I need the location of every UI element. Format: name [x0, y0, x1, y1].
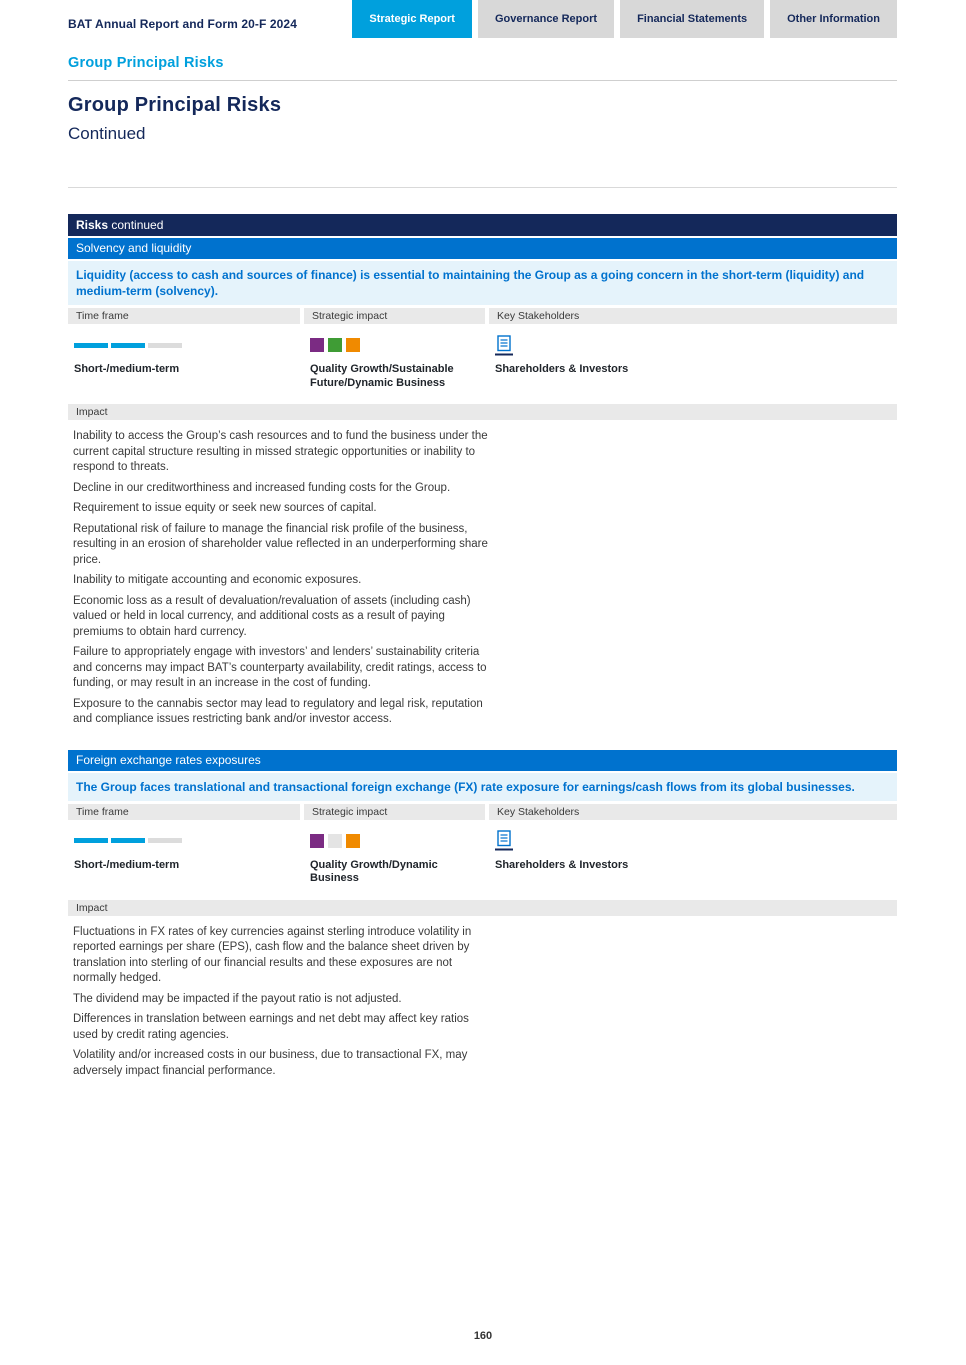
time-frame-segments — [74, 343, 182, 348]
impact-paragraph: The dividend may be impacted if the payout ratio is not adjusted. — [73, 992, 402, 1005]
strategic-impact-header: Strategic impact — [304, 308, 485, 324]
impact-paragraph: Volatility and/or increased costs in our business, due to transactional FX, may adversely impact financial performance. — [73, 1049, 468, 1077]
time-frame-segments — [74, 838, 182, 843]
risk-summary: Liquidity (access to cash and sources of finance) is essential to maintaining the Group as a going concern in the short-term (liquidity) and medium-term (solvency). — [68, 261, 897, 305]
impact-paragraph: Differences in translation between earnings and net debt may affect key ratios used by credit rating agencies. — [73, 1013, 469, 1041]
swatch-sustainable-future — [328, 338, 342, 352]
breadcrumb-row — [68, 55, 897, 81]
attribute-headers — [68, 804, 897, 820]
impact-paragraph: Exposure to the cannabis sector may lead to regulatory and legal risk, reputation and compliance issues restricting bank and/or investor access. — [73, 697, 483, 725]
time-frame-indicator — [74, 333, 300, 357]
swatch-dynamic-business — [346, 834, 360, 848]
strategic-impact-cell — [304, 333, 485, 390]
shareholders-investors-icon — [495, 333, 897, 357]
page-subtitle: Continued — [68, 124, 146, 143]
risk-section-solvency-and-liquidity — [68, 238, 897, 728]
impact-paragraph: Inability to access the Group’s cash resources and to fund the business under the current capital structure resulting in missed strategic opportunities or inability to respond to threats. — [73, 430, 488, 473]
top-bar — [0, 0, 966, 38]
strategic-impact-swatches — [310, 333, 485, 357]
impact-header: Impact — [68, 900, 897, 916]
strategic-impact-swatches — [310, 829, 485, 853]
impact-paragraph: Fluctuations in FX rates of key currencies against sterling introduce volatility in reported earnings per share (EPS), cash flow and the balance sheet driven by translation into sterling of our financial results and these exposures are not normally hedged. — [73, 925, 472, 984]
tab-strategic-report[interactable]: Strategic Report — [352, 0, 472, 38]
impact-paragraphs — [68, 925, 493, 1080]
page-content — [0, 55, 966, 1079]
impact-paragraphs — [68, 429, 493, 728]
key-stakeholders-value: Shareholders & Investors — [495, 363, 629, 375]
risk-section-title: Solvency and liquidity — [68, 238, 897, 259]
time-frame-cell — [68, 829, 300, 886]
time-frame-value: Short-/medium-term — [74, 858, 180, 871]
strategic-impact-value: Quality Growth/Dynamic Business — [310, 858, 438, 884]
impact-paragraph: Inability to mitigate accounting and economic exposures. — [73, 574, 362, 586]
time-frame-header: Time frame — [68, 804, 300, 820]
risk-summary: The Group faces translational and transactional foreign exchange (FX) rate exposure for earnings/cash flows from its global businesses. — [68, 773, 897, 801]
time-frame-cell — [68, 333, 300, 390]
time-segment-short — [74, 343, 108, 348]
key-stakeholders-cell — [489, 333, 897, 390]
impact-paragraph: Decline in our creditworthiness and increased funding costs for the Group. — [73, 481, 451, 494]
page-number: 160 — [473, 1330, 493, 1342]
strategic-impact-value: Quality Growth/Sustainable Future/Dynamic Business — [310, 363, 454, 389]
risk-section-title: Foreign exchange rates exposures — [68, 750, 897, 771]
strategic-impact-cell — [304, 829, 485, 886]
strategic-impact-header: Strategic impact — [304, 804, 485, 820]
page-title: Group Principal Risks — [68, 94, 282, 116]
key-stakeholders-cell — [489, 829, 897, 886]
key-stakeholders-value: Shareholders & Investors — [495, 858, 629, 871]
risks-continued-banner — [68, 214, 897, 236]
tab-governance-report[interactable]: Governance Report — [478, 0, 614, 38]
risk-section-foreign-exchange — [68, 750, 897, 1080]
swatch-dynamic-business — [346, 338, 360, 352]
impact-paragraph: Economic loss as a result of devaluation/revaluation of assets (including cash) valued or held in local currency, and additional costs as a result of paying premiums to obtain hard currency. — [73, 594, 471, 638]
time-frame-value: Short-/medium-term — [74, 363, 180, 375]
swatch-quality-growth — [310, 834, 324, 848]
banner-rest-text: continued — [108, 218, 164, 232]
time-segment-long — [148, 343, 182, 348]
impact-paragraph: Requirement to issue equity or seek new sources of capital. — [73, 502, 377, 514]
divider — [68, 187, 897, 188]
key-stakeholders-header: Key Stakeholders — [489, 804, 897, 820]
breadcrumb: Group Principal Risks — [68, 55, 224, 71]
attribute-values — [68, 333, 897, 390]
attribute-headers — [68, 308, 897, 324]
time-frame-header: Time frame — [68, 308, 300, 324]
impact-header: Impact — [68, 404, 897, 420]
shareholders-investors-icon — [495, 829, 897, 853]
time-segment-medium — [111, 343, 145, 348]
key-stakeholders-header: Key Stakeholders — [489, 308, 897, 324]
time-segment-medium — [111, 838, 145, 843]
swatch-sustainable-future-inactive — [328, 834, 342, 848]
time-segment-long — [148, 838, 182, 843]
impact-paragraph: Reputational risk of failure to manage the financial risk profile of the business, resulting in an erosion of shareholder value reflected in an underperforming share price. — [73, 522, 488, 566]
impact-paragraph: Failure to appropriately engage with investors’ and lenders’ sustainability criteria and concerns may impact BAT’s counterparty availability, credit ratings, access to funding, or may result in an increase in the cost of funding. — [73, 646, 487, 689]
report-tabs — [352, 0, 897, 38]
tab-financial-statements[interactable]: Financial Statements — [620, 0, 764, 38]
banner-bold-text: Risks — [76, 218, 109, 232]
time-frame-indicator — [74, 829, 300, 853]
time-segment-short — [74, 838, 108, 843]
tab-other-information[interactable]: Other Information — [770, 0, 897, 38]
swatch-quality-growth — [310, 338, 324, 352]
attribute-values — [68, 829, 897, 886]
document-title: BAT Annual Report and Form 20-F 2024 — [68, 17, 297, 31]
